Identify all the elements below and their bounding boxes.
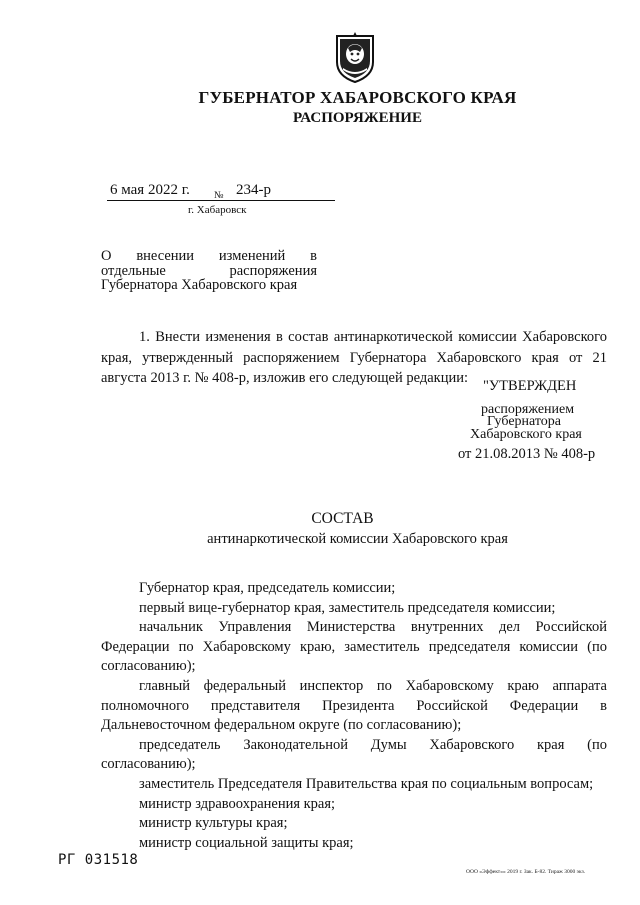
list-item: первый вице-губернатор края, заместитель председателя комиссии;: [139, 599, 556, 616]
approval-line: Губернатора: [487, 414, 562, 429]
printer-imprint: ООО «Эффект»» 2019 г. Зак. Б-82. Тираж 3000 экз.: [466, 869, 586, 875]
coat-of-arms-icon: [333, 32, 377, 84]
subject-line: отдельные распоряжения: [101, 262, 317, 279]
approval-title: "УТВЕРЖДЕН: [483, 378, 577, 394]
list-item: заместитель Председателя Правительства края по социальным вопросам;: [139, 775, 594, 792]
subject-line: Губернатора Хабаровского края: [101, 277, 298, 293]
composition-subtitle: антинаркотической комиссии Хабаровского края: [207, 531, 508, 547]
form-serial-code: РГ 031518: [58, 852, 139, 868]
list-item: министр культуры края;: [139, 815, 288, 832]
document-date: 6 мая 2022 г.: [110, 182, 190, 198]
document-type: РАСПОРЯЖЕНИЕ: [293, 110, 422, 126]
subject-line: О внесении изменений в: [101, 248, 317, 264]
list-item: главный федеральный инспектор по Хабаровскому краю аппарата полномочного представителя Президента Российской Федерации в Дальневосточном федеральном округе (по согласованию);: [101, 677, 607, 734]
number-sign: №: [214, 190, 224, 201]
issuer-title: ГУБЕРНАТОР ХАБАРОВСКОГО КРАЯ: [198, 88, 517, 107]
document-subject: [101, 249, 317, 293]
approval-line: от 21.08.2013 № 408-р: [458, 446, 596, 462]
list-item: Губернатор края, председатель комиссии;: [139, 580, 396, 596]
paragraph-text: 1. Внести изменения в состав антинаркотической комиссии Хабаровского края, утвержденный распоряжением Губернатора Хабаровского края от 21 августа 2013 г. № 408-р, изложив его следующей редакции:: [101, 329, 607, 386]
date-underline: [107, 200, 335, 201]
composition-title: СОСТАВ: [311, 510, 374, 527]
list-item: председатель Законодательной Думы Хабаровского края (по согласованию);: [101, 736, 607, 773]
approval-line: распоряжением: [481, 402, 575, 417]
document-city: г. Хабаровск: [188, 204, 247, 216]
document-number: 234-р: [236, 182, 271, 198]
list-item: начальник Управления Министерства внутренних дел Российской Федерации по Хабаровскому краю, заместитель председателя комиссии (по согласованию);: [101, 619, 607, 675]
list-item: министр социальной защиты края;: [139, 834, 354, 851]
approval-line: Хабаровского края: [470, 427, 582, 442]
members-list: [101, 579, 607, 853]
list-item: министр здравоохранения края;: [139, 795, 336, 812]
